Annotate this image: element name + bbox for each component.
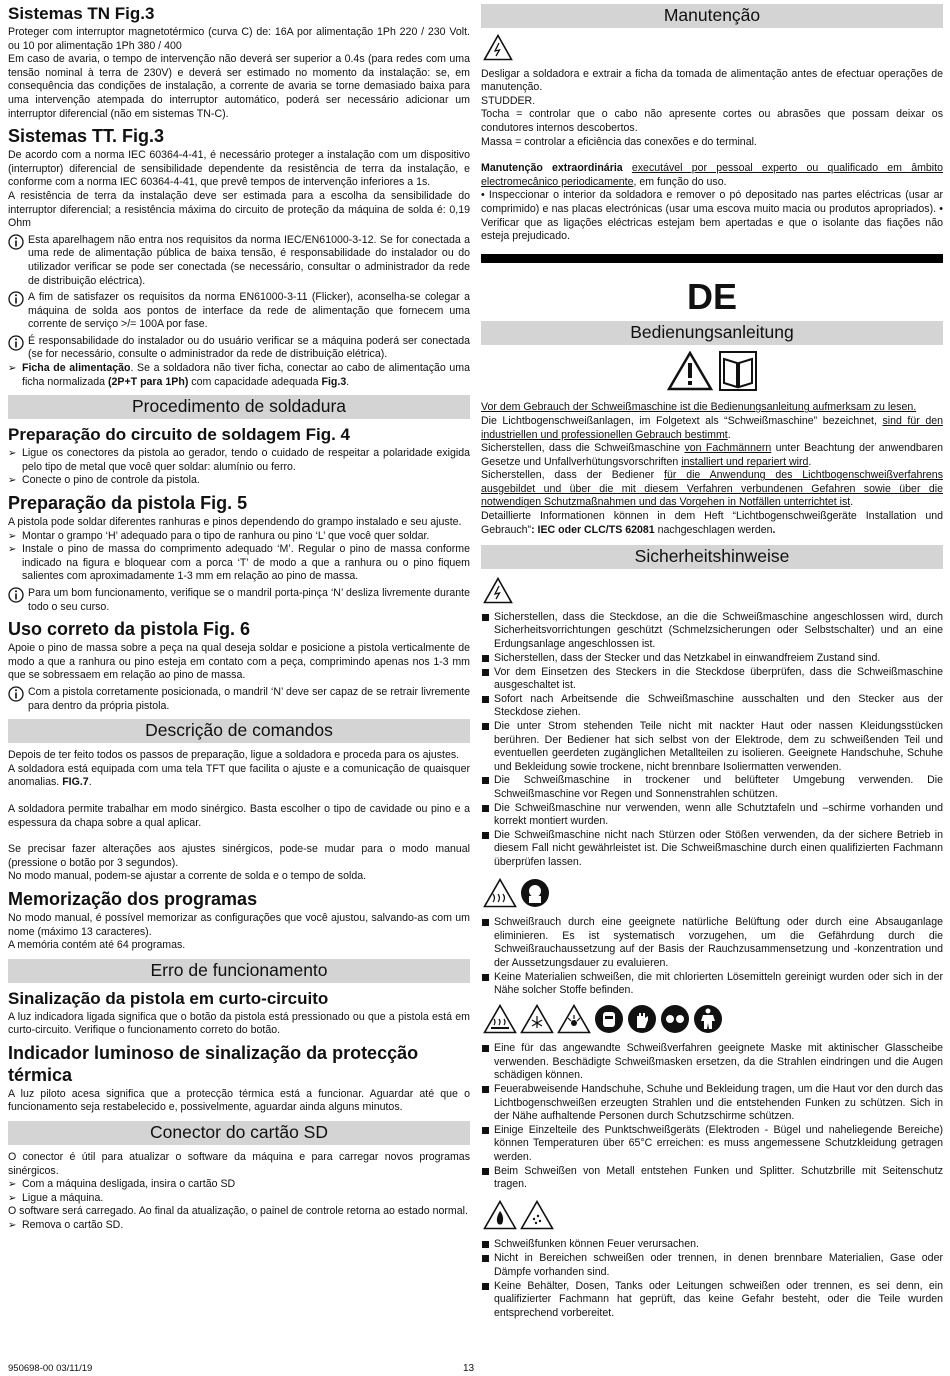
right-column: Manutenção Desligar a soldadora e extrair a ficha da tomada de alimentação antes de efectuar operações de manutenção. STUDDER. Tocha = controlar que o cabo não apresente cortes ou abrasões que possam deixar os condutores internos descobertos. Massa = controlar a eficiência das conexões e do terminal. Manutenção extraordinária executável por pessoal experto ou qualificado em âmbito electromecânico periodicamente, em função do uso. • Inspeccionar o interior da soldadora e remover o pó depositado nas partes eléctricas (usar ar comprimido) e nas placas electrónicas (usar uma escova muito macia ou produtos apropriados). • Verificar que as ligações eléctricas estejam bem apertadas e que o isolante das fiações não esteja prejudicado. DE Bedienungsanleitung Vor dem Gebrauch der Schweißmaschine ist die Bedienungsanleitung aufmerksam zu lesen. Die Lichtbogenschweißanlagen, im Folgetext als “Schweißmaschine” bezeichnet, sind für den industriellen und professionellen Gebrauch bestimmt. Sicherstellen, dass die Schweißmaschine von Fachmännern unter Beachtung der anwendbaren Gesetze und Unfallverhütungsvorschriften installiert und repariert wird. Sicherstellen, dass der Bediener für die Anwendung des Lichtbogenschweißverfahrens ausgebildet und über die mit diesem Verfahren verbundenen Gefahren sowie über die notwendigen Schutzmaßnahmen und das Vorgehen in Notfällen unterrichtet ist. Detaillierte Informationen können in dem Heft “Lichtbogenschweißgeräte Installation und Gebrauch”: IEC oder CLC/TS 62081 nachgeschlagen werden. Sicherheitshinweise Sicherstellen, dass die Steckdose, an die die Schweißmaschine angeschlossen wird, durch Sicherheitsvorrichtungen geschützt (Schmelzsicherungen oder Selbstschalter) und an eine Erdungsanlage angeschlossen ist. Sicherstellen, dass der Stecker und das Netzkabel in einwandfreiem Zustand sind. Vor dem Einsetzen des Steckers in die Steckdose überprüfen, dass die Schweißmaschine ausgeschaltet ist. Sofort nach Arbeitsende die Schweißmaschine ausschalten und den Stecker aus der Steckdose ziehen. Die unter Strom stehenden Teile nicht mit nackter Haut oder nassen Kleidungsstücken berühren. Der Bediener hat sich selbst von der Elektrode, dem zu schweißenden Teil und eventuellen geerdeten zugänglichen Metallteilen zu isolieren. Geeignete Handschuhe, Schuhe und Bekleidung sowie trockene, nicht brennbare Isoliermatten verwenden. Die Schweißmaschine in trockener und belüfteter Umgebung verwenden. Die Schweißmaschine vor Regen und Sonnenstrahlen schützen. Die Schweißmaschine nur verwenden, wenn alle Schutztafeln und –schirme vorhanden und korrekt montiert wurden. Die Schweißmaschine nicht nach Stürzen oder Stößen verwenden, da der sichere Betrieb in diesem Fall nicht gewährleistet ist. Die Schweißmaschine durch einen qualifizierten Fachmann überprüfen lassen. Schweißrauch durch eine geeignete natürliche Belüftung oder durch eine Absauganlage eliminieren. Es ist systematisch vorzugehen, um die Gefährdung durch die Schweißrauchaussetzung auf der Basis der Rauchzusammensetzung und -konzentration und der Aussetzungsdauer zu evaluieren. Keine Materialien schweißen, die mit chlorierten Lösemitteln gereinigt wurden oder sich in der Nähe solcher Stoffe befinden. Eine für das angewandte Schweißverfahren geeignete Maske mit aktinischer Glasscheibe verwenden. Beschädigte Schweißmasken ersetzen, da die Strahlen eindringen und die Augen schädigen können. Feuerabweisende Handschuhe, Schuhe und Bekleidung tragen, um die Haut vor den durch das Lichtbogenschweißen erzeugten Strahlen und die entstehenden Funken zu schützen. Sich in der Nähe aufhaltende Personen durch Schutzschirme schützen. Einige Einzelteile des Punktschweißgeräts (Elektroden - Bügel und naheliegende Bereiche) können Temperaturen über 65°C erreichen: es muss angemessene Schutzkleidung getragen werden. Beim Schweißen von Metall entstehen Funken und Splitter. Schutzbrille mit Seitenschutz tragen. Schweißfunken können Feuer verursachen. Nicht in Bereichen schweißen oder trennen, in denen brennbare Materialien, Gase oder Dämpfe vorhanden sind. Keine Behälter, Dosen, Tanks oder Leitungen schweißen oder trennen, es sei denn, ein qualifizierter Fachmann hat geprüft, das keine Gefahr besteht, oder die Teile wurden entsprechend vorbereitet.: [481, 5, 944, 1319]
fire-warning-icon: [483, 1200, 517, 1235]
arrow-bullet-icon: ➢: [8, 544, 17, 556]
list-item: Sicherstellen, dass die Steckdose, an die die Schweißmaschine angeschlossen wird, durch Sicherheitsvorrichtungen geschützt (Schmelzsicherungen oder Selbstschalter) und an eine Erdungsanlage angeschlossen ist.: [481, 611, 943, 652]
list-item: Sofort nach Arbeitsende die Schweißmaschine ausschalten und den Stecker aus der Steckdose ziehen.: [481, 693, 943, 720]
arrow-bullet-icon: ➢: [8, 1192, 17, 1204]
list-item: Die Schweißmaschine nicht nach Stürzen oder Stößen verwenden, da der sichere Betrieb in diesem Fall nicht gewährleistet ist. Die Schweißmaschine durch einen qualifizierten Fachmann überprüfen lassen.: [481, 829, 943, 870]
sin-title: Sinalização da pistola em curto-circuito: [8, 988, 329, 1008]
section-bar-sicherheit: Sicherheitshinweise: [481, 545, 943, 569]
info-icon: [8, 291, 28, 307]
list-item: Schweißrauch durch eine geeignete natürliche Belüftung oder durch eine Absauganlage eliminieren. Es ist systematisch vorzugehen, um die Gefährdung durch die Schweißrauchaussetzung auf der Basis der Rauchzusammensetzung und -konzentration und der Aussetzungsdauer zu evaluieren.: [481, 916, 943, 970]
explosion-warning-icon: [520, 1200, 554, 1235]
list-item: Vor dem Einsetzen des Steckers in die Steckdose überprüfen, dass die Schweißmaschine ausgeschaltet ist.: [481, 666, 943, 693]
list-item: Keine Materialien schweißen, die mit chlorierten Lösemitteln gereinigt wurden oder sich in der Nähe solcher Stoffe befinden.: [481, 971, 943, 998]
arrow-bullet-icon: ➢: [8, 530, 17, 542]
section-bar-procedimento: Procedimento de soldadura: [8, 395, 470, 419]
electric-shock-warning-icon: [483, 577, 943, 609]
sparks-warning-icon: [557, 1004, 591, 1039]
note-installer: [8, 335, 470, 362]
list-item: ➢ Remova o cartão SD.: [8, 1219, 124, 1232]
section-bar-manutencao: Manutenção: [481, 4, 943, 28]
respirator-icon: [520, 878, 550, 913]
general-warning-icon: [667, 351, 713, 396]
mem-title: Memorização dos programas: [8, 888, 258, 909]
goggles-icon: [660, 1004, 690, 1039]
note-flicker: [8, 291, 470, 332]
info-icon: [8, 686, 28, 702]
arrow-bullet-icon: ➢: [8, 363, 17, 375]
tn-paragraph-1: Proteger com interruptor magnetotérmico (curva C) de: 16A por alimentação 1Ph 220 / 230 Volt. ou 10 por alimentação 1Ph 380 / 400: [8, 26, 470, 52]
list-item: ➢ Ligue os conectores da pistola ao gerador, tendo o cuidado de respeitar a polaridade exigida pelo tipo de metal que você quer soldar: alumínio ou ferro.: [8, 447, 470, 473]
list-item: Beim Schweißen von Metall entstehen Funken und Splitter. Schutzbrille mit Seitenschutz tragen.: [481, 1165, 943, 1192]
fumes-icons: [483, 878, 943, 913]
info-icon: [8, 335, 28, 351]
arrow-bullet-icon: ➢: [8, 475, 17, 487]
language-heading: DE: [686, 275, 737, 317]
list-item: ➢ Ligue a máquina.: [8, 1191, 104, 1204]
left-column: Sistemas TN Fig.3 Proteger com interruptor magnetotérmico (curva C) de: 16A por alimentação 1Ph 220 / 230 Volt. ou 10 por alimentação 1Ph 380 / 400 Em caso de avaria, o tempo de intervenção não deverá ser superior a 0.4s (para redes com uma tensão nominal à terra de 230V) e deverá ser estimado no momento da instalação: se, em consequência das condições de instalação, a corrente de avaria se torne demasiado baixa para uma intervenção atempada do interruptor automático, poderá ser necessário adicionar um interruptor diferencial (não em sistemas TN-C). Sistemas TT. Fig.3 De acordo com a norma IEC 60364-4-41, é necessário proteger a instalação com um dispositivo (interruptor) diferencial de sensibilidade dependente da resistência de terra da instalação, e conforme com a norma IEC 60364-4-41, que prevê tempos de intervenção inferiores a 1s. A resistência de terra da instalação deve ser estimada para a escolha da sensibilidade do interruptor diferencial; a resistência máxima do circuito de proteção da máquina de solda é: 0,19 Ohm Esta aparelhagem não entra nos requisitos da norma IEC/EN61000-3-12. Se for conectada a uma rede de alimentação pública de baixa tensão, é responsabilidade do instalador ou do utilizador verificar se pode ser conectada (se necessário, consultar o administrador da rede de distribuição eléctrica). A fim de satisfazer os requisitos da norma EN61000-3-11 (Flicker), aconselha-se colegar a máquina de solda aos pontos de interface da rede de alimentação que fornecem uma corrente de serviço >/= 100A por fase. É responsabilidade do instalador ou do usuário verificar se a máquina poderá ser conectada (se for necessário, consulte o administrador da rede de distribuição elétrica). ➢ Ficha de alimentação. Se a soldadora não tiver ficha, conectar ao cabo de alimentação uma ficha normalizada (2P+T para 1Ph) com capacidade adequada Fig.3. Procedimento de soldadura Preparação do circuito de soldagem Fig. 4 ➢ Ligue os conectores da pistola ao gerador, tendo o cuidado de respeitar a polaridade exigida pelo tipo de metal que você quer soldar: alumínio ou ferro. ➢ Conecte o pino de controle da pistola. Preparação da pistola Fig. 5 A pistola pode soldar diferentes ranhuras e pinos dependendo do grampo instalado e seu ajuste. ➢ Montar o grampo ‘H’ adequado para o tipo de ranhura ou pino ‘L’ que você quer soldar. ➢ Instale o pino de massa do comprimento adequado ‘M’. Regular o pino de massa conforme indicado na figura e bloquear com a porca ‘T’ de modo a que a ranhura ou o pino fiquem salientes com aproximadamente 1-3 mm em relação ao pino de massa. Para um bom funcionamento, verifique se o mandril porta-pinça ‘N’ desliza livremente durante todo o seu curso. Uso correto da pistola Fig. 6 Apoie o pino de massa sobre a peça na qual deseja soldar e posicione a pistola verticalmente de modo a que a ranhura ou pino esteja em contato com a peça, comprimindo apenas nos 1-3 mm que se sobressaem em relação ao pino de massa. Com a pistola corretamente posicionada, o mandril ‘N’ deve ser capaz de se retrair livremente para dentro da própria pistola. Descrição de comandos Depois de ter feito todos os passos de preparação, ligue a soldadora e proceda para os ajustes. A soldadora está equipada com uma tela TFT que facilita o ajuste e a comunicação de quaisquer anomalias. FIG.7. A soldadora permite trabalhar em modo sinérgico. Basta escolher o tipo de cavidade ou pino e a espessura da chapa sobre a qual aplicar. Se precisar fazer alterações aos ajustes sinérgicos, pode-se mudar para o modo manual (pressione o botão por 3 segundos). No modo manual, podem-se ajustar a corrente de solda e o tempo de solda. Memorização dos programas No modo manual, é possível memorizar as configurações que você ajustou, salvando-as com um nome (máximo 13 caracteres). A memória contém até 64 programas. Erro de funcionamento Sinalização da pistola em curto-circuito A luz indicadora ligada significa que o botão da pistola está pressionado ou que a pistola está em curto-circuito. Verifique o funcionamento correto do botão. Indicador luminoso de sinalização da protecção térmica A luz piloto acesa significa que a protecção térmica está a funcionar. Aguardar até que o funcionamento seja restabelecido e, possivelmente, aguardar ainda alguns minutos. Conector do cartão SD O conector é útil para atualizar o software da máquina e para carregar novos programas sinérgicos. ➢ Com a máquina desligada, insira o cartão SD ➢ Ligue a máquina. O software será carregado. Ao final da atualização, o painel de controle retorna ao estado normal. ➢ Remova o cartão SD.: [8, 4, 470, 1232]
list-item: Keine Behälter, Dosen, Tanks oder Leitungen schweißen oder trennen, es sei denn, ein qualifizierter Fachmann hat geprüft, das keine Gefahr besteht, oder die Teile wurden entsprechend vorbereitet.: [481, 1280, 943, 1321]
tn-title: Sistemas TN Fig.3: [8, 4, 155, 23]
section-bar-erro: Erro de funcionamento: [8, 959, 470, 983]
list-item: ➢ Conecte o pino de controle da pistola.: [8, 474, 200, 487]
manual-book-icon: [719, 351, 757, 396]
list-item: ➢ Montar o grampo ‘H’ adequado para o tipo de ranhura ou pino ‘L’ que você quer soldar.: [8, 529, 430, 542]
tt-paragraph-1: De acordo com a norma IEC 60364-4-41, é necessário proteger a instalação com um dispositivo (interruptor) diferencial de sensibilidade dependente da resistência de terra da instalação, e conforme com a norma IEC 60364-4-41, que prevê tempos de intervenção inferiores a 1s.: [8, 149, 470, 189]
sparks-warning-icon: [520, 1004, 554, 1039]
arrow-bullet-icon: ➢: [8, 448, 17, 460]
document-code: 950698-00 03/11/19: [8, 1363, 93, 1374]
uso-paragraph: Apoie o pino de massa sobre a peça na qual deseja soldar e posicione a pistola verticalmente de modo a que a ranhura ou pino esteja em contato com a peça, comprimindo apenas nos 1-3 mm que se sobressaem em relação ao pino de massa.: [8, 642, 470, 682]
note-iec: [8, 234, 470, 288]
electric-shock-warning-icon: [483, 34, 943, 66]
tt-paragraph-2: A resistência de terra da instalação deve ser estimada para a escolha da sensibilidade do interruptor diferencial; a resistência máxima do circuito de proteção da máquina de solda é: 0,19 Ohm: [8, 189, 470, 230]
ficha-item: [8, 362, 470, 389]
list-item: Sicherstellen, dass der Stecker und das Netzkabel in einwandfreiem Zustand sind.: [481, 652, 943, 666]
note-flicker-text: A fim de satisfazer os requisitos da norma EN61000-3-11 (Flicker), aconselha-se colegar a máquina de solda aos pontos de interface da rede de alimentação que fornecem uma corrente de serviço >/= 100A por fase.: [28, 291, 470, 331]
list-item: Feuerabweisende Handschuhe, Schuhe und Bekleidung tragen, um die Haut vor den durch das Lichtbogenschweißen erzeugten Strahlen und die entstehenden Funken zu schützen. Sich in der Nähe aufhaltende Personen durch Schutzschirme schützen.: [481, 1083, 943, 1124]
welding-mask-icon: [594, 1004, 624, 1039]
info-icon: [8, 587, 28, 603]
page-number: 13: [463, 1363, 475, 1374]
note-uso: Com a pistola corretamente posicionada, o mandril ‘N’ deve ser capaz de se retrair livremente para dentro da própria pistola.: [8, 686, 470, 713]
arrow-bullet-icon: ➢: [8, 1179, 17, 1191]
fire-icons: [483, 1200, 943, 1235]
prep-circuit-title: Preparação do circuito de soldagem Fig. 4: [8, 425, 350, 445]
protective-suit-icon: [693, 1004, 723, 1039]
note-iec-text: Esta aparelhagem não entra nos requisitos da norma IEC/EN61000-3-12. Se for conectada a uma rede de alimentação pública de baixa tensão, é responsabilidade do instalador ou do utilizador verificar se pode ser conectada (se necessário, consultar o administrador da rede de distribuição eléctrica).: [28, 233, 470, 287]
gloves-icon: [627, 1004, 657, 1039]
note-installer-text: É responsabilidade do instalador ou do usuário verificar se a máquina poderá ser conectada (se for necessário, consulte o administrador da rede de distribuição elétrica).: [28, 334, 470, 361]
uso-title: Uso correto da pistola Fig. 6: [8, 619, 251, 640]
tt-title: Sistemas TT. Fig.3: [8, 126, 165, 147]
section-bar-bedienung: Bedienungsanleitung: [481, 321, 943, 345]
list-item: Die unter Strom stehenden Teile nicht mit nackter Haut oder nassen Kleidungsstücken berühren. Der Bediener hat sich selbst von der Elektrode, dem zu schweißenden Teil und eventuellen geerdeten zugänglichen Metallteilen zu isolieren. Geeignete Handschuhe, Schuhe und Bekleidung sowie trockene, nicht brennbare Isoliermatten verwenden.: [481, 720, 943, 774]
list-item: Die Schweißmaschine in trockener und belüfteter Umgebung verwenden. Die Schweißmaschine vor Regen und Sonnenstrahlen schützen.: [481, 774, 943, 801]
info-icon: [8, 234, 28, 250]
list-item: Eine für das angewandte Schweißverfahren geeignete Maske mit aktinischer Glasscheibe verwenden. Beschädigte Schweißmasken ersetzen, da die Strahlen eindringen und die Augen schädigen können.: [481, 1042, 943, 1083]
list-item: ➢ Instale o pino de massa do comprimento adequado ‘M’. Regular o pino de massa conforme indicado na figura e bloquear com a porca ‘T’ de modo a que a ranhura ou o pino fiquem salientes com aproximadamente 1-3 mm em relação ao pino de massa.: [8, 543, 470, 583]
ind-title: Indicador luminoso de sinalização da protecção térmica: [8, 1042, 419, 1085]
divider: [481, 254, 943, 263]
arrow-bullet-icon: ➢: [8, 1220, 17, 1232]
list-item: ➢ Com a máquina desligada, insira o cartão SD: [8, 1178, 236, 1191]
fumes-warning-icon: [483, 878, 517, 913]
ppe-icons: [483, 1004, 943, 1039]
list-item: Die Schweißmaschine nur verwenden, wenn alle Schutztafeln und –schirme vorhanden und korrekt montiert wurden.: [481, 802, 943, 829]
list-item: Einige Einzelteile des Punktschweißgeräts (Elektroden - Bügel und naheliegende Bereiche) können Temperaturen über 65°C erreichen: es muss angemessene Schutzkleidung getragen werden.: [481, 1124, 943, 1165]
tn-paragraph-2: Em caso de avaria, o tempo de intervenção não deverá ser superior a 0.4s (para redes com uma tensão nominal à terra de 230V) e deverá ser estimado no momento da instalação: se, em consequência das condições de instalação, a corrente de avaria se torne demasiado baixa para uma intervenção atempada do interruptor automático, poderá ser necessário adicionar um interruptor diferencial (não em sistemas TN-C).: [8, 53, 470, 120]
note-mandril: Para um bom funcionamento, verifique se o mandril porta-pinça ‘N’ desliza livremente durante todo o seu curso.: [8, 587, 470, 614]
ficha-text: Ficha de alimentação. Se a soldadora não tiver ficha, conectar ao cabo de alimentação uma ficha normalizada (2P+T para 1Ph) com capacidade adequada Fig.3.: [22, 362, 470, 388]
list-item: Nicht in Bereichen schweißen oder trennen, in denen brennbare Materialien, Gase oder Dämpfe vorhanden sind.: [481, 1252, 943, 1279]
hot-surface-icon: [483, 1004, 517, 1039]
section-bar-sd: Conector do cartão SD: [8, 1121, 470, 1145]
section-bar-descricao: Descrição de comandos: [8, 719, 470, 743]
prep-pistol-paragraph: A pistola pode soldar diferentes ranhuras e pinos dependendo do grampo instalado e seu ajuste.: [8, 516, 462, 529]
list-item: Schweißfunken können Feuer verursachen.: [481, 1238, 943, 1252]
prep-pistol-title: Preparação da pistola Fig. 5: [8, 493, 248, 514]
manual-icons: [481, 351, 943, 396]
